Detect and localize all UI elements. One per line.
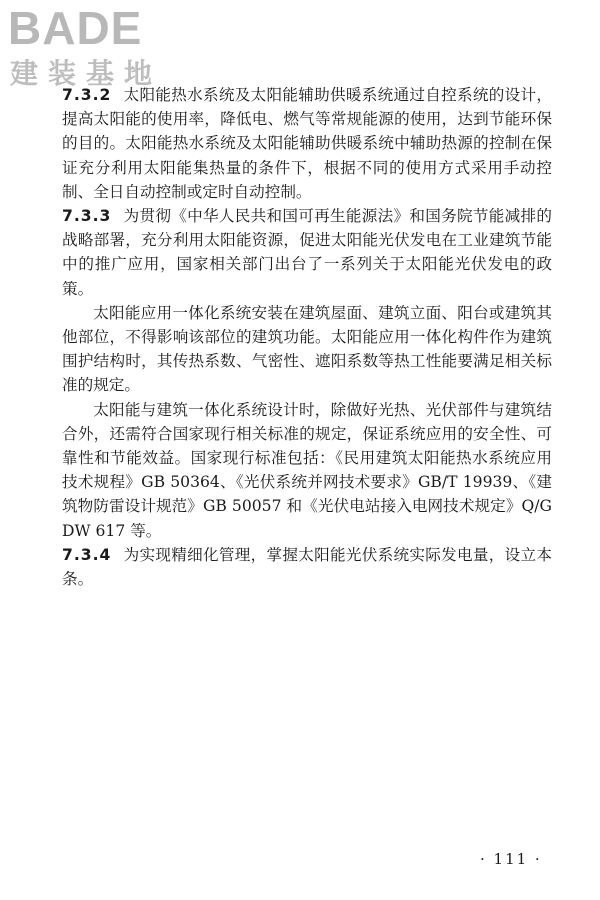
clause-number: 7.3.4 [62,545,112,564]
paragraph-text: 太阳能应用一体化系统安装在建筑屋面、建筑立面、阳台或建筑其他部位，不得影响该部位的建筑功能。太阳能应用一体化构件作为建筑围护结构时，其传热系数、气密性、遮阳系数等热工性能要满足相关标准的规定。 [62,303,552,395]
paragraph-integration-installation [62,301,552,398]
paragraph-7-3-4 [62,543,552,591]
watermark-subtitle: 建装基地 [10,57,163,90]
clause-number: 7.3.3 [62,207,112,226]
paragraph-text: 为贯彻《中华人民共和国可再生能源法》和国务院节能减排的战略部署，充分利用太阳能资源，促进太阳能光伏发电在工业建筑节能中的推广应用，国家相关部门出台了一系列关于太阳能光伏发电的政策。 [62,207,552,298]
paragraph-text: 太阳能热水系统及太阳能辅助供暖系统通过自控系统的设计，提高太阳能的使用率，降低电、燃气等常规能源的使用，达到节能环保的目的。太阳能热水系统及太阳能辅助供暖系统中辅助热源的控制在保证充分利用太阳能集热量的条件下，根据不同的使用方式采用手动控制、全日自动控制或定时自动控制。 [62,86,552,201]
paragraph-7-3-2 [62,83,552,204]
paragraph-text: 太阳能与建筑一体化系统设计时，除做好光热、光伏部件与建筑结合外，还需符合国家现行相关标准的规定，保证系统应用的安全性、可靠性和节能效益。国家现行标准包括：《民用建筑太阳能热水系统应用技术规程》GB 50364、《光伏系统并网技术要求》GB/T 19939、《建筑物防雷设计规范》GB 50057 和《光伏电站接入电网技术规定》Q/GDW 617 等。 [62,400,552,540]
paragraph-integration-standards [62,398,552,543]
document-body [62,83,552,591]
watermark-logo [8,4,178,94]
clause-number: 7.3.2 [62,86,112,104]
paragraph-7-3-3 [62,204,552,301]
watermark-brand: BADE [8,2,143,54]
paragraph-text: 为实现精细化管理，掌握太阳能光伏系统实际发电量，设立本条。 [62,545,552,589]
page-number: · 111 · [480,850,542,868]
